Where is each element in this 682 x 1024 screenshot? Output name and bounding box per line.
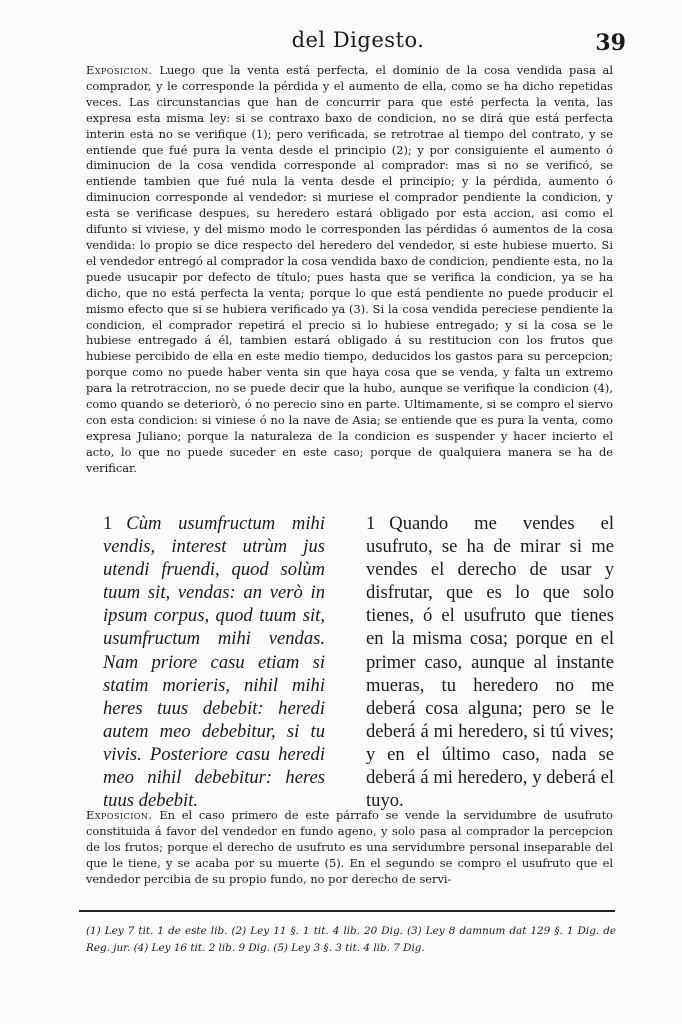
spanish-text: Quando me vendes el usufruto, se ha de mirar si me vendes el derecho de usar y disfrutar, que es lo que solo tienes, ó el usufruto que tienes en la misma cosa; porque en el primer caso, aunque al instante mueras, tu heredero no me deberá cosa alguna; pero se le deberá á mi heredero, si tú vives; y en el último caso, nada se deberá á mi heredero, y deberá el tuyo. (366, 513, 614, 812)
exposition-text: Luego que la venta está perfecta, el dominio de la cosa vendida pasa al comprador, y le corresponde la pérdida y el aumento de ella, como se ha dicho repetidas veces. Las circunstancias que han de concurrir para que esté perfecta la venta, las expresa esta misma ley: si se contraxo baxo de condicion, no se dirá que está perfecta interin esta no se verifique (1); pero verificada, se retrotrae al tiempo del contrato, y se entiende que fué pura la venta desde el principio (2); y por consiguiente el aumento ó diminucion de la cosa vendida corresponde al comprador: mas si no se verificó, se entiende tambien que fué nula la venta desde el principio; y la pérdida, aumento ó diminucion corresponde al vendedor: si muriese el comprador pendiente la condicion, y esta se verificase despues, su heredero estará obligado por esta accion, asi como el difunto si viviese, y del mismo modo le corresponden las pérdidas ó aumentos de la cosa vendida: lo propio se dice respecto del heredero del vendedor, si este hubiese muerto. Si el vendedor entregó al comprador la cosa vendida baxo de condicion, pendiente esta, no la puede usucapir por defecto de título; pues hasta que se verifica la condicion, ya se ha dicho, que no está perfecta la venta; porque lo que está pendiente no puede producir el mismo efecto que si se hubiera verificado ya (3). Si la cosa vendida pereciese pendiente la condicion, el comprador repetirá el precio si lo hubiese entregado; y si la cosa se le hubiese entregado á él, tambien estará obligado á su restitucion con los frutos que hubiese percibido de ella en este medio tiempo, deducidos los gastos para su percepcion; porque como no puede haber venta sin que haya cosa que se venda, y falta un extremo para la retrotraccion, no se puede decir que la hubo, aunque se verifique la condicion (4), como quando se deteriorò, ó no perecio sino en parte. Ultimamente, si se compro el siervo con esta condicion: si viniese ó no la nave de Asia; se entiende que es pura la venta, como expresa Juliano; porque la naturaleza de la condicion es suspender y hacer incierto el acto, lo que no puede suceder en este caso; porque de qualquiera manera se ha de verificar. (86, 63, 613, 475)
exposition-paragraph-1 (86, 63, 613, 477)
page-number: 39 (595, 30, 626, 56)
footnote-divider (79, 910, 615, 912)
law-number-spanish: 1 (366, 513, 376, 534)
law-number-latin: 1 (103, 513, 113, 534)
exposition-paragraph-2 (86, 808, 613, 888)
running-title: del Digesto. (291, 28, 425, 52)
page-header (90, 28, 626, 60)
exposition-label: Exposicion. (86, 63, 153, 77)
latin-law-text (103, 512, 325, 812)
footnotes: (1) Ley 7 tit. 1 de este lib. (2) Ley 11 §. 1 tit. 4 lib. 20 Dig. (3) Ley 8 damnum dat 129 §. 1 Dig. de Reg. jur. (4) Ley 16 tit. 2 lib. 9 Dig. (5) Ley 3 §. 3 tit. 4 lib. 7 Dig. (86, 925, 616, 954)
exposition-label-2: Exposicion. (86, 808, 153, 822)
exposition-text-2: En el caso primero de este párrafo se vende la servidumbre de usufruto constituida á favor del vendedor en fundo ageno, y solo pasa al comprador la percepcion de los frutos; porque el derecho de usufruto es una servidumbre personal inseparable del que le tiene, y se acaba por su muerte (5). En el segundo se compro el usufruto que el vendedor percibia de su propio fundo, no por derecho de servi- (86, 808, 614, 886)
spanish-translation-text (366, 512, 614, 812)
latin-text: Cùm usumfructum mihi vendis, interest utrùm jus utendi fruendi, quod solùm tuum sit, vendas: an verò in ipsum corpus, quod tuum sit, usumfructum mihi vendas. Nam priore casu etiam si statim morieris, nihil mihi heres tuus debebit: heredi autem meo debebitur, si tu vivis. Posteriore casu heredi meo nihil debebitur: heres tuus debebit. (103, 513, 325, 812)
